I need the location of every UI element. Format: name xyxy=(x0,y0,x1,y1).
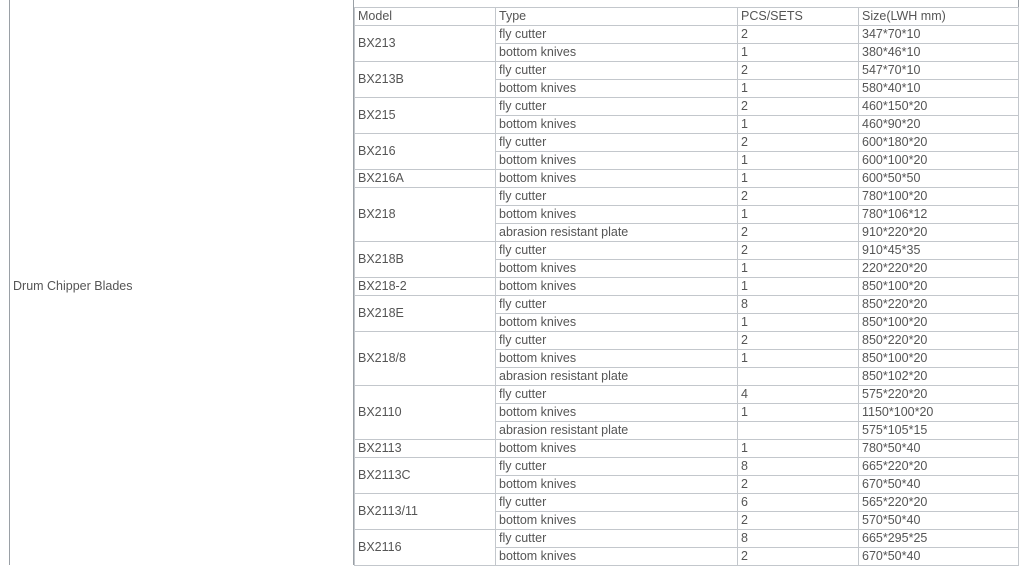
type-cell: bottom knives xyxy=(496,170,738,188)
size-cell: 580*40*10 xyxy=(859,80,1019,98)
table-row xyxy=(355,170,1019,188)
size-cell: 850*100*20 xyxy=(859,314,1019,332)
size-cell: 460*150*20 xyxy=(859,98,1019,116)
size-cell: 780*100*20 xyxy=(859,188,1019,206)
size-cell: 665*220*20 xyxy=(859,458,1019,476)
size-cell: 220*220*20 xyxy=(859,260,1019,278)
header-size: Size(LWH mm) xyxy=(859,8,1019,26)
pcs-cell: 1 xyxy=(738,404,859,422)
type-cell: bottom knives xyxy=(496,152,738,170)
model-cell: BX218/8 xyxy=(355,332,496,386)
pcs-cell: 1 xyxy=(738,440,859,458)
size-cell: 780*106*12 xyxy=(859,206,1019,224)
table-row xyxy=(355,332,1019,350)
type-cell: fly cutter xyxy=(496,62,738,80)
type-cell: bottom knives xyxy=(496,476,738,494)
size-cell: 670*50*40 xyxy=(859,476,1019,494)
size-cell: 850*102*20 xyxy=(859,368,1019,386)
model-cell: BX218B xyxy=(355,242,496,278)
type-cell: fly cutter xyxy=(496,386,738,404)
type-cell: bottom knives xyxy=(496,278,738,296)
pcs-cell: 2 xyxy=(738,134,859,152)
table-row xyxy=(355,62,1019,80)
model-cell: BX2113 xyxy=(355,440,496,458)
table-row xyxy=(355,296,1019,314)
type-cell: fly cutter xyxy=(496,242,738,260)
table-row xyxy=(355,440,1019,458)
type-cell: bottom knives xyxy=(496,350,738,368)
pcs-cell: 2 xyxy=(738,224,859,242)
pcs-cell: 2 xyxy=(738,26,859,44)
pcs-cell: 1 xyxy=(738,206,859,224)
size-cell: 460*90*20 xyxy=(859,116,1019,134)
type-cell: fly cutter xyxy=(496,26,738,44)
pcs-cell: 2 xyxy=(738,242,859,260)
pcs-cell: 6 xyxy=(738,494,859,512)
type-cell: bottom knives xyxy=(496,314,738,332)
type-cell: bottom knives xyxy=(496,404,738,422)
pcs-cell: 2 xyxy=(738,476,859,494)
size-cell: 575*220*20 xyxy=(859,386,1019,404)
type-cell: fly cutter xyxy=(496,332,738,350)
table-row xyxy=(355,458,1019,476)
type-cell: fly cutter xyxy=(496,296,738,314)
type-cell: bottom knives xyxy=(496,260,738,278)
type-cell: bottom knives xyxy=(496,80,738,98)
model-cell: BX2113C xyxy=(355,458,496,494)
pcs-cell: 1 xyxy=(738,314,859,332)
type-cell: fly cutter xyxy=(496,494,738,512)
size-cell: 570*50*40 xyxy=(859,512,1019,530)
type-cell: bottom knives xyxy=(496,116,738,134)
type-cell: fly cutter xyxy=(496,98,738,116)
type-cell: bottom knives xyxy=(496,512,738,530)
size-cell: 850*100*20 xyxy=(859,350,1019,368)
model-cell: BX218-2 xyxy=(355,278,496,296)
pcs-cell: 8 xyxy=(738,296,859,314)
table-row xyxy=(355,530,1019,548)
type-cell: abrasion resistant plate xyxy=(496,368,738,386)
pcs-cell: 1 xyxy=(738,44,859,62)
model-cell: BX218E xyxy=(355,296,496,332)
table-row xyxy=(355,188,1019,206)
size-cell: 1150*100*20 xyxy=(859,404,1019,422)
model-cell: BX2113/11 xyxy=(355,494,496,530)
model-cell: BX213B xyxy=(355,62,496,98)
size-cell: 380*46*10 xyxy=(859,44,1019,62)
table-row xyxy=(355,134,1019,152)
model-cell: BX216A xyxy=(355,170,496,188)
table-row xyxy=(355,386,1019,404)
table-row xyxy=(355,26,1019,44)
pcs-cell: 4 xyxy=(738,386,859,404)
pcs-cell: 8 xyxy=(738,458,859,476)
type-cell: fly cutter xyxy=(496,134,738,152)
size-cell: 850*100*20 xyxy=(859,278,1019,296)
size-cell: 910*220*20 xyxy=(859,224,1019,242)
table-row xyxy=(355,278,1019,296)
type-cell: abrasion resistant plate xyxy=(496,422,738,440)
size-cell: 670*50*40 xyxy=(859,548,1019,566)
model-cell: BX216 xyxy=(355,134,496,170)
pcs-cell: 2 xyxy=(738,188,859,206)
pcs-cell: 1 xyxy=(738,152,859,170)
pcs-cell: 1 xyxy=(738,260,859,278)
pcs-cell: 2 xyxy=(738,332,859,350)
table-row xyxy=(355,242,1019,260)
size-cell: 600*180*20 xyxy=(859,134,1019,152)
pcs-cell: 1 xyxy=(738,278,859,296)
size-cell: 780*50*40 xyxy=(859,440,1019,458)
model-cell: BX2116 xyxy=(355,530,496,566)
type-cell: fly cutter xyxy=(496,188,738,206)
pcs-cell xyxy=(738,422,859,440)
size-cell: 850*220*20 xyxy=(859,296,1019,314)
pcs-cell: 1 xyxy=(738,116,859,134)
header-model: Model xyxy=(355,8,496,26)
model-cell: BX215 xyxy=(355,98,496,134)
spec-table-body xyxy=(355,26,1019,566)
model-cell: BX218 xyxy=(355,188,496,242)
size-cell: 600*50*50 xyxy=(859,170,1019,188)
pcs-cell: 2 xyxy=(738,548,859,566)
category-label: Drum Chipper Blades xyxy=(13,279,133,293)
pcs-cell: 8 xyxy=(738,530,859,548)
header-row xyxy=(355,8,1019,26)
model-cell: BX2110 xyxy=(355,386,496,440)
type-cell: bottom knives xyxy=(496,206,738,224)
pcs-cell xyxy=(738,368,859,386)
size-cell: 547*70*10 xyxy=(859,62,1019,80)
size-cell: 565*220*20 xyxy=(859,494,1019,512)
pcs-cell: 2 xyxy=(738,98,859,116)
type-cell: abrasion resistant plate xyxy=(496,224,738,242)
type-cell: fly cutter xyxy=(496,530,738,548)
type-cell: bottom knives xyxy=(496,548,738,566)
table-row xyxy=(355,98,1019,116)
type-cell: bottom knives xyxy=(496,44,738,62)
size-cell: 850*220*20 xyxy=(859,332,1019,350)
pcs-cell: 2 xyxy=(738,512,859,530)
pcs-cell: 1 xyxy=(738,350,859,368)
size-cell: 665*295*25 xyxy=(859,530,1019,548)
size-cell: 347*70*10 xyxy=(859,26,1019,44)
size-cell: 910*45*35 xyxy=(859,242,1019,260)
header-pcs: PCS/SETS xyxy=(738,8,859,26)
pcs-cell: 1 xyxy=(738,80,859,98)
header-type: Type xyxy=(496,8,738,26)
table-row xyxy=(355,494,1019,512)
pcs-cell: 2 xyxy=(738,62,859,80)
spec-table xyxy=(354,7,1019,566)
pcs-cell: 1 xyxy=(738,170,859,188)
outer-table-border-left xyxy=(9,0,10,565)
model-cell: BX213 xyxy=(355,26,496,62)
type-cell: fly cutter xyxy=(496,458,738,476)
size-cell: 575*105*15 xyxy=(859,422,1019,440)
size-cell: 600*100*20 xyxy=(859,152,1019,170)
type-cell: bottom knives xyxy=(496,440,738,458)
